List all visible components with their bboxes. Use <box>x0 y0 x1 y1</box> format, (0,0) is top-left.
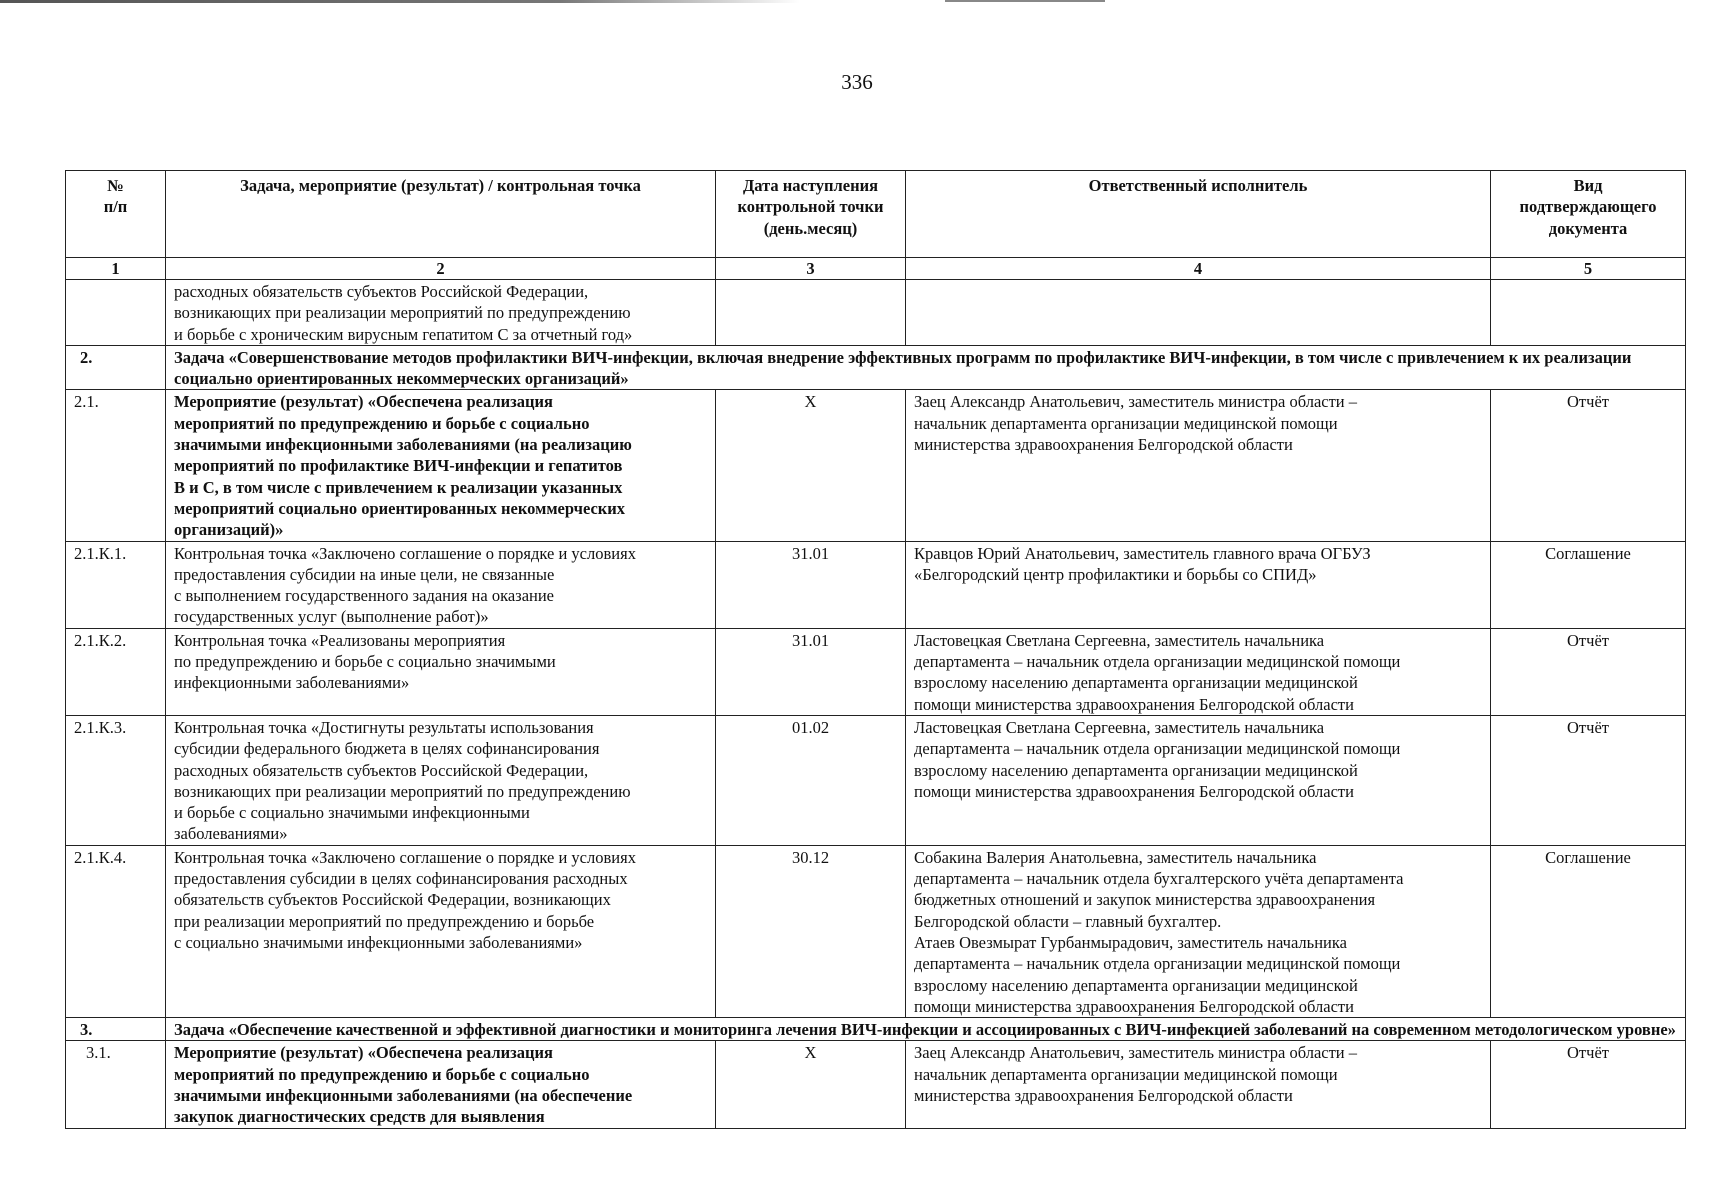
task-title: Задача «Совершенствование методов профилактики ВИЧ-инфекции, включая внедрение эффективных программ по профилактике ВИЧ-инфекции, в том числе с привлечением к их реализации социально ориентированных некоммерческих организаций» <box>166 345 1686 390</box>
row-responsible: Заец Александр Анатольевич, заместитель министра области – начальник департамента организации медицинской помощи министерства здравоохранения Белгородской области <box>906 1041 1491 1128</box>
row-number: 2.1.К.2. <box>66 628 166 715</box>
row-date: 30.12 <box>716 845 906 1017</box>
table-row <box>66 628 1686 715</box>
table-row <box>66 541 1686 628</box>
task-number: 3. <box>66 1018 166 1041</box>
task-number: 2. <box>66 345 166 390</box>
column-numbers-row <box>66 258 1686 280</box>
row-task: Контрольная точка «Заключено соглашение о порядке и условиях предоставления субсидии в целях софинансирования расходных обязательств субъектов Российской Федерации, возникающих при реализации мероприятий по предупреждению и борьбе с социально значимыми инфекционными заболеваниями» <box>166 845 716 1017</box>
task-row <box>66 345 1686 390</box>
row-number: 2.1.К.4. <box>66 845 166 1017</box>
row-responsible: Заец Александр Анатольевич, заместитель министра области – начальник департамента организации медицинской помощи министерства здравоохранения Белгородской области <box>906 390 1491 541</box>
column-number: 1 <box>66 258 166 280</box>
task-row <box>66 1018 1686 1041</box>
row-number: 2.1.К.3. <box>66 715 166 845</box>
scan-edge-line <box>0 0 800 3</box>
column-number: 4 <box>906 258 1491 280</box>
table-row <box>66 845 1686 1017</box>
row-document: Отчёт <box>1491 1041 1686 1128</box>
row-task: Мероприятие (результат) «Обеспечена реализация мероприятий по предупреждению и борьбе с социально значимыми инфекционными заболеваниями (на обеспечение закупок диагностических средств для выявления <box>166 1041 716 1128</box>
header-date: Дата наступления контрольной точки (день.месяц) <box>716 171 906 258</box>
scan-edge-line <box>945 0 1105 2</box>
row-document: Отчёт <box>1491 715 1686 845</box>
row-task: Контрольная точка «Заключено соглашение о порядке и условиях предоставления субсидии на иные цели, не связанные с выполнением государственного задания на оказание государственных услуг (выполнение работ)» <box>166 541 716 628</box>
header-number: № п/п <box>66 171 166 258</box>
page-number: 336 <box>841 70 873 94</box>
row-date: 01.02 <box>716 715 906 845</box>
row-document: Отчёт <box>1491 390 1686 541</box>
row-date: X <box>716 1041 906 1128</box>
task-title: Задача «Обеспечение качественной и эффективной диагностики и мониторинга лечения ВИЧ-инфекции и ассоциированных с ВИЧ-инфекцией заболеваний на современном методологическом уровне» <box>166 1018 1686 1041</box>
row-number: 2.1.К.1. <box>66 541 166 628</box>
table-row <box>66 390 1686 541</box>
table-row <box>66 1041 1686 1128</box>
header-document: Вид подтверждающего документа <box>1491 171 1686 258</box>
row-responsible: Ластовецкая Светлана Сергеевна, заместитель начальника департамента – начальник отдела организации медицинской помощи взрослому населению департамента организации медицинской помощи министерства здравоохранения Белгородской области <box>906 628 1491 715</box>
header-responsible: Ответственный исполнитель <box>906 171 1491 258</box>
row-task: Контрольная точка «Достигнуты результаты использования субсидии федерального бюджета в целях софинансирования расходных обязательств субъектов Российской Федерации, возникающих при реализации мероприятий по предупреждению и борьбе с социально значимыми инфекционными заболеваниями» <box>166 715 716 845</box>
row-number <box>66 280 166 346</box>
row-document <box>1491 280 1686 346</box>
table-header-row <box>66 171 1686 258</box>
row-document: Соглашение <box>1491 845 1686 1017</box>
row-task: Контрольная точка «Реализованы мероприятия по предупреждению и борьбе с социально значимыми инфекционными заболеваниями» <box>166 628 716 715</box>
row-responsible: Собакина Валерия Анатольевна, заместитель начальника департамента – начальник отдела бухгалтерского учёта департамента бюджетных отношений и закупок министерства здравоохранения Белгородской области – главный бухгалтер. Атаев Овезмырат Гурбанмырадович, заместитель начальника департамента – начальник отдела организации медицинской помощи взрослому населению департамента организации медицинской помощи министерства здравоохранения Белгородской области <box>906 845 1491 1017</box>
row-number: 3.1. <box>66 1041 166 1128</box>
header-task: Задача, мероприятие (результат) / контрольная точка <box>166 171 716 258</box>
row-date: 31.01 <box>716 541 906 628</box>
column-number: 5 <box>1491 258 1686 280</box>
row-document: Соглашение <box>1491 541 1686 628</box>
column-number: 2 <box>166 258 716 280</box>
row-responsible: Кравцов Юрий Анатольевич, заместитель главного врача ОГБУЗ «Белгородский центр профилактики и борьбы со СПИД» <box>906 541 1491 628</box>
row-date: 31.01 <box>716 628 906 715</box>
control-points-table <box>65 170 1686 1129</box>
row-date: X <box>716 390 906 541</box>
row-date <box>716 280 906 346</box>
row-responsible <box>906 280 1491 346</box>
row-task: Мероприятие (результат) «Обеспечена реализация мероприятий по предупреждению и борьбе с социально значимыми инфекционными заболеваниями (на реализацию мероприятий по профилактике ВИЧ-инфекции и гепатитов В и С, в том числе с привлечением к реализации указанных мероприятий социально ориентированных некоммерческих организаций)» <box>166 390 716 541</box>
row-document: Отчёт <box>1491 628 1686 715</box>
row-task: расходных обязательств субъектов Российской Федерации, возникающих при реализации мероприятий по предупреждению и борьбе с хроническим вирусным гепатитом С за отчетный год» <box>166 280 716 346</box>
row-number: 2.1. <box>66 390 166 541</box>
table-row <box>66 715 1686 845</box>
column-number: 3 <box>716 258 906 280</box>
row-responsible: Ластовецкая Светлана Сергеевна, заместитель начальника департамента – начальник отдела организации медицинской помощи взрослому населению департамента организации медицинской помощи министерства здравоохранения Белгородской области <box>906 715 1491 845</box>
table-row <box>66 280 1686 346</box>
